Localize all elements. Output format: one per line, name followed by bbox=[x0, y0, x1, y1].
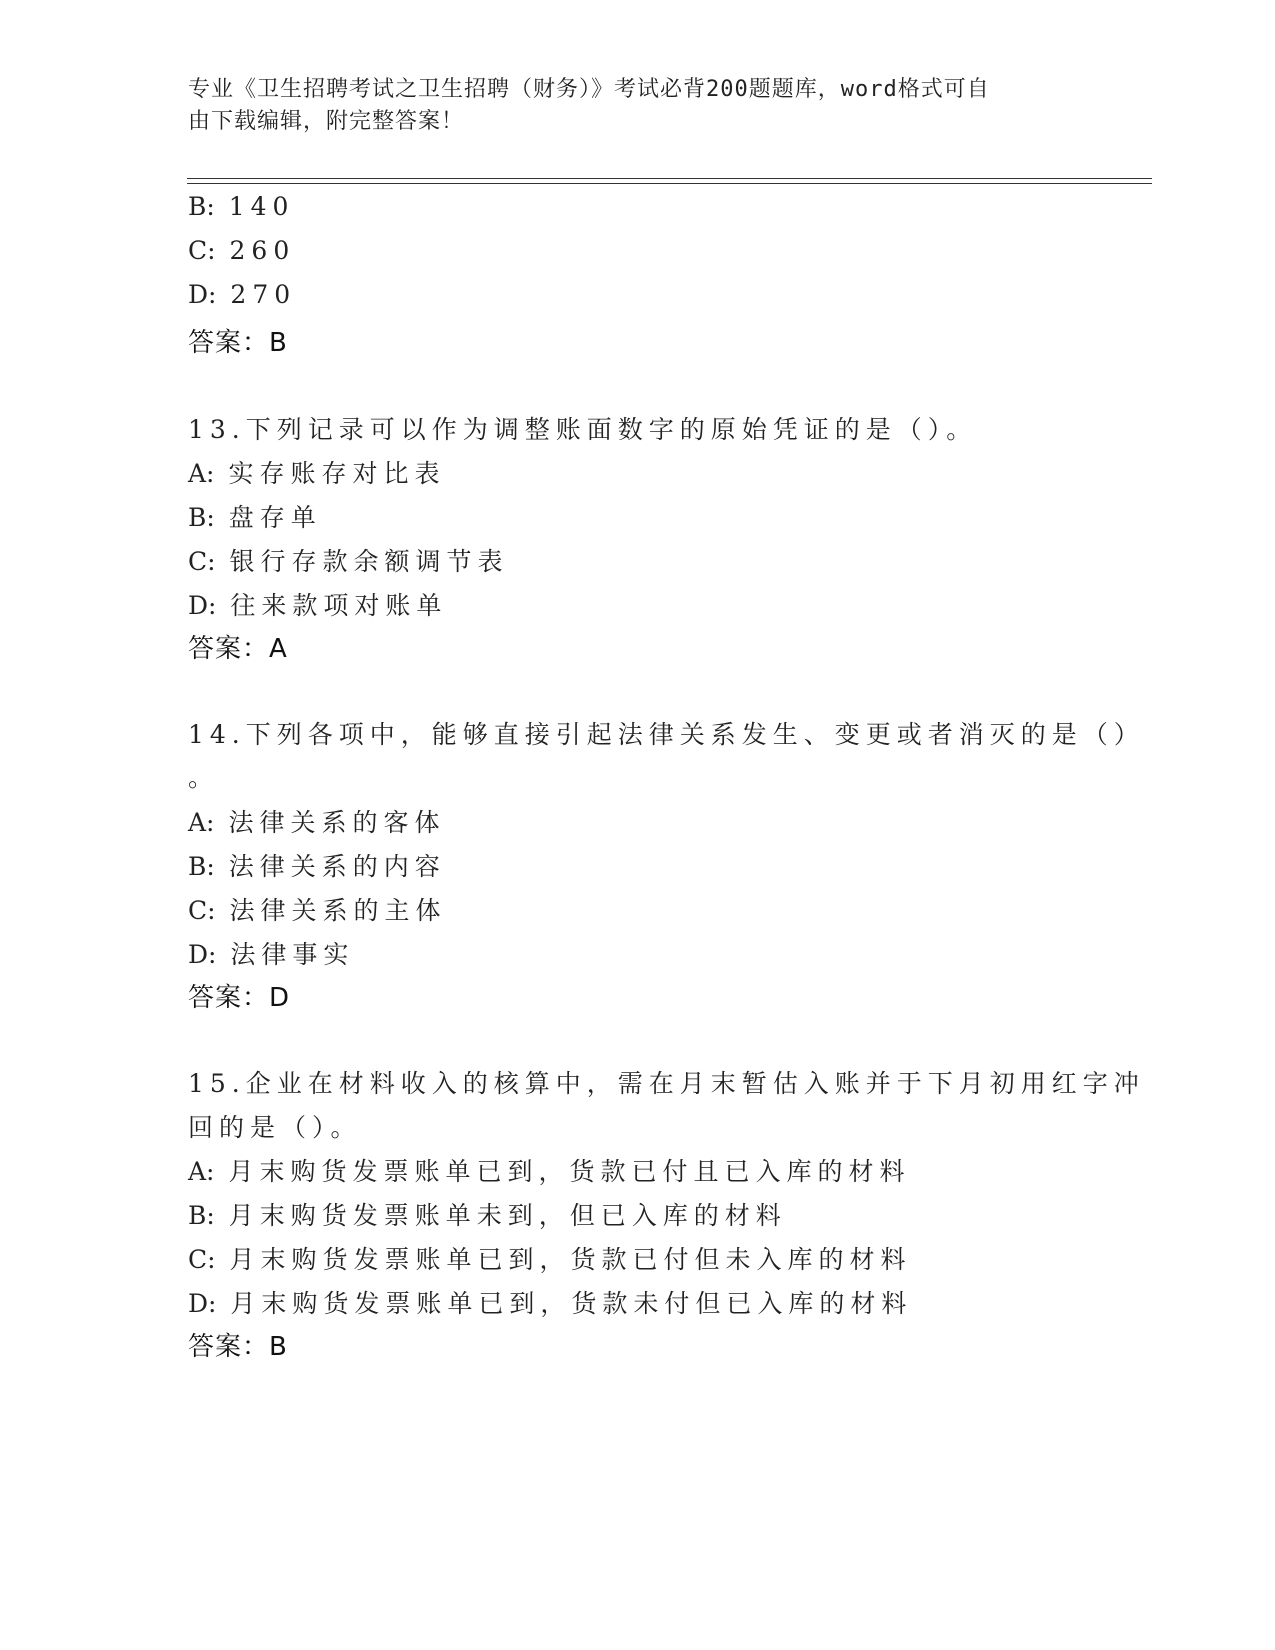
option-text: 法律关系的主体 bbox=[229, 896, 447, 925]
option-key: C: bbox=[188, 236, 216, 265]
option-line bbox=[188, 192, 294, 221]
option-key: B: bbox=[188, 852, 215, 881]
option-line bbox=[188, 1240, 912, 1276]
option-text: 月末购货发票账单已到，货款未付但已入库的材料 bbox=[230, 1289, 913, 1318]
document-header bbox=[188, 74, 1068, 138]
header-line-2: 由下载编辑，附完整答案！ bbox=[188, 109, 465, 134]
answer-line: 答案：D bbox=[188, 983, 291, 1013]
header-line-1: 专业《卫生招聘考试之卫生招聘（财务）》考试必背200题题库，word格式可自 bbox=[188, 77, 990, 102]
option-line bbox=[188, 280, 296, 309]
option-text: 往来款项对账单 bbox=[230, 591, 448, 620]
option-key: D: bbox=[188, 940, 217, 969]
option-line bbox=[188, 498, 322, 534]
option-text: 月末购货发票账单未到，但已入库的材料 bbox=[228, 1201, 787, 1230]
question-stem-continued: 回的是（）。 bbox=[188, 1113, 362, 1142]
option-text: 实存账存对比表 bbox=[228, 459, 446, 488]
header-rule-top bbox=[187, 178, 1152, 179]
option-line bbox=[188, 236, 295, 265]
question-stem: 13.下列记录可以作为调整账面数字的原始凭证的是（）。 bbox=[188, 415, 978, 444]
option-key: B: bbox=[188, 192, 215, 221]
option-line bbox=[188, 803, 445, 839]
option-key: A: bbox=[188, 1157, 215, 1186]
option-text: 法律关系的客体 bbox=[228, 808, 446, 837]
option-key: D: bbox=[188, 280, 217, 309]
option-line bbox=[188, 542, 509, 578]
option-text: 270 bbox=[230, 280, 297, 309]
option-key: D: bbox=[188, 1289, 217, 1318]
option-line bbox=[188, 1284, 912, 1320]
question-stem: 14.下列各项中，能够直接引起法律关系发生、变更或者消灭的是（） bbox=[188, 720, 1145, 749]
option-text: 260 bbox=[229, 236, 296, 265]
option-text: 法律事实 bbox=[230, 940, 355, 969]
option-line bbox=[188, 1152, 910, 1188]
option-key: A: bbox=[188, 808, 215, 837]
option-text: 月末购货发票账单已到，货款已付但未入库的材料 bbox=[229, 1245, 912, 1274]
option-line bbox=[188, 847, 446, 883]
answer-line: 答案：B bbox=[188, 328, 288, 358]
option-key: C: bbox=[188, 896, 216, 925]
answer-line: 答案：B bbox=[188, 1332, 288, 1362]
option-key: B: bbox=[188, 503, 215, 532]
question-stem-continued: 。 bbox=[188, 763, 220, 792]
option-key: A: bbox=[188, 459, 215, 488]
option-text: 月末购货发票账单已到，货款已付且已入库的材料 bbox=[228, 1157, 911, 1186]
header-rule-bottom bbox=[187, 183, 1152, 184]
option-key: D: bbox=[188, 591, 217, 620]
option-text: 银行存款余额调节表 bbox=[229, 547, 509, 576]
question-stem: 15.企业在材料收入的核算中，需在月末暂估入账并于下月初用红字冲 bbox=[188, 1069, 1145, 1098]
option-text: 盘存单 bbox=[228, 503, 322, 532]
option-line bbox=[188, 454, 445, 490]
option-line bbox=[188, 935, 354, 971]
option-key: C: bbox=[188, 547, 216, 576]
option-text: 法律关系的内容 bbox=[228, 852, 446, 881]
answer-line: 答案：A bbox=[188, 634, 288, 664]
option-text: 140 bbox=[228, 192, 295, 221]
option-key: B: bbox=[188, 1201, 215, 1230]
option-line bbox=[188, 891, 447, 927]
option-line bbox=[188, 1196, 787, 1232]
option-line bbox=[188, 586, 447, 622]
option-key: C: bbox=[188, 1245, 216, 1274]
